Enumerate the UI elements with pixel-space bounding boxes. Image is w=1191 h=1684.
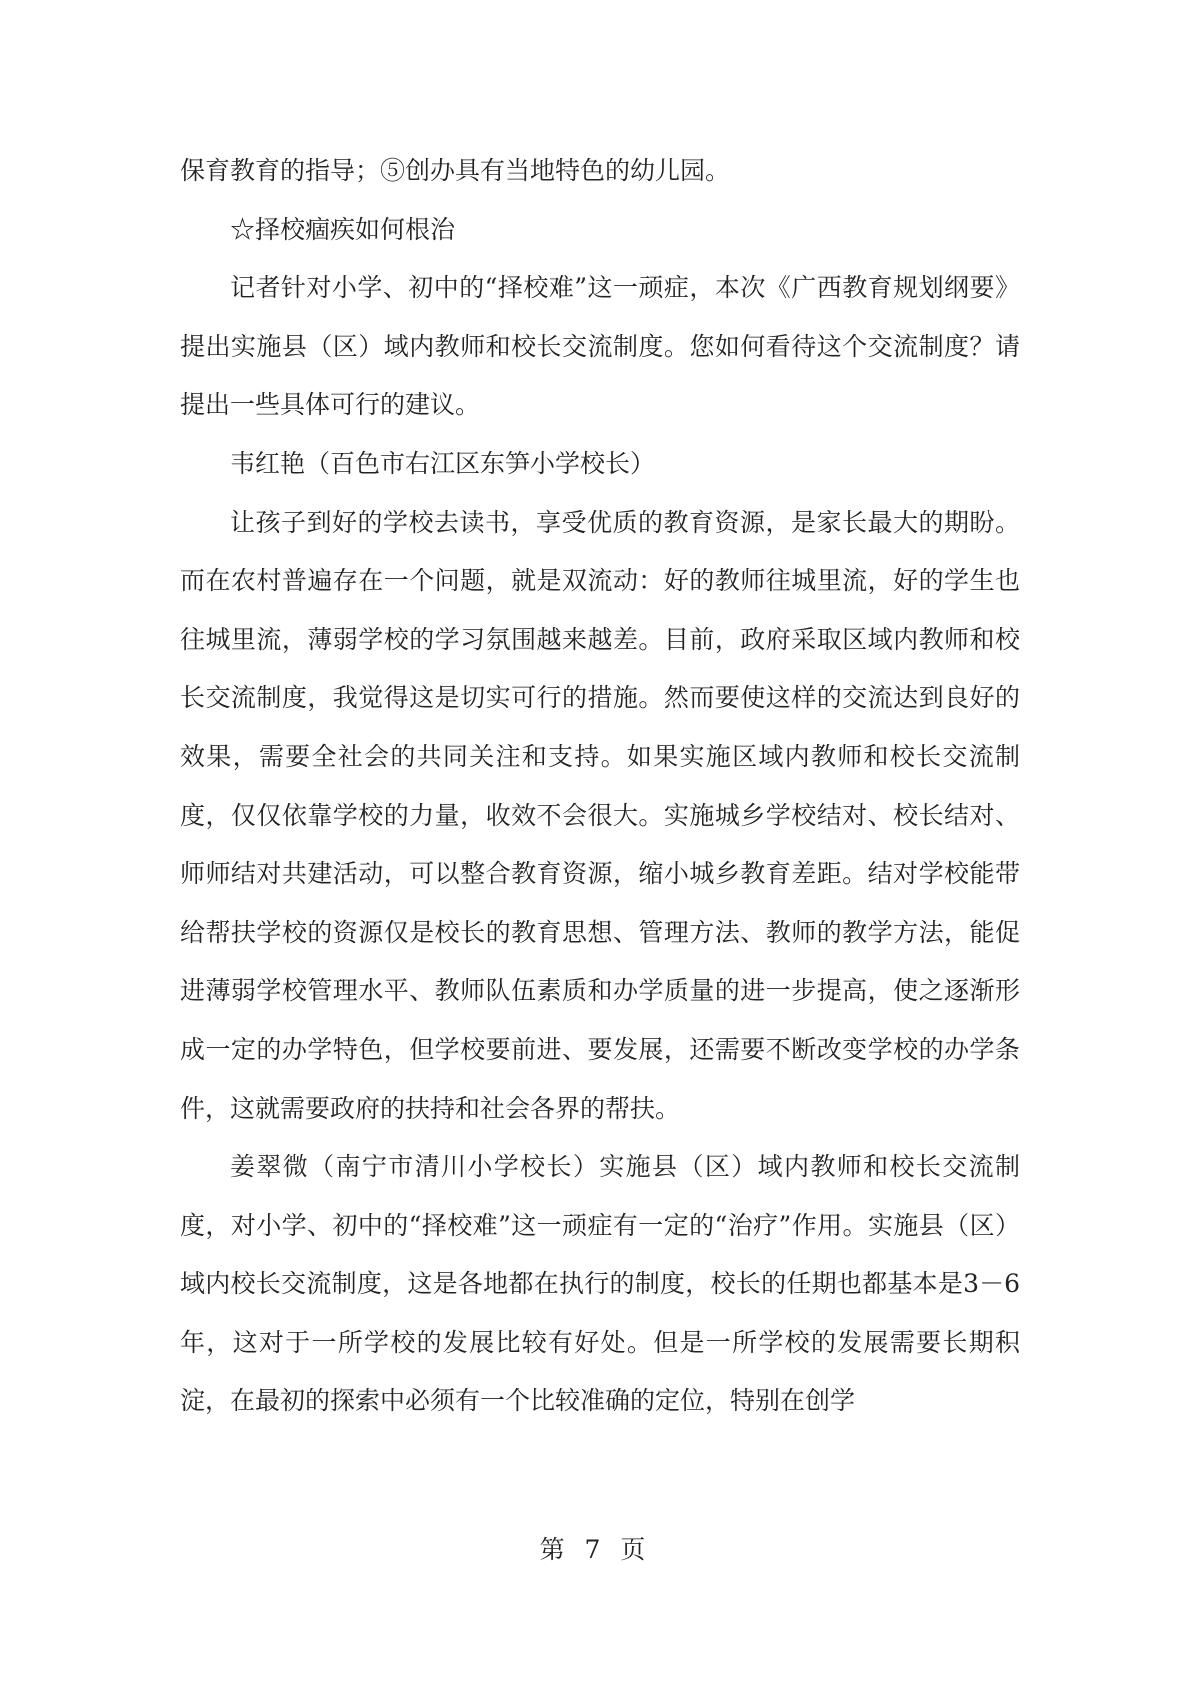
section-heading: ☆择校痼疾如何根治 [230, 214, 456, 244]
document-body [180, 142, 1020, 1431]
paragraph-continuation: 保育教育的指导；⑤创办具有当地特色的幼儿园。 [180, 156, 731, 185]
page-number: 第 7 页 [539, 1535, 652, 1564]
speaker-name: 韦红艳（百色市右江区东笋小学校长） [230, 448, 656, 478]
reporter-question: 记者针对小学、初中的“择校难”这一顽症，本次《广西教育规划纲要》提出实施县（区）域内教师和校长交流制度。您如何看待这个交流制度？请提出一些具体可行的建议。 [180, 273, 1020, 420]
speaker-answer: 让孩子到好的学校去读书，享受优质的教育资源，是家长最大的期盼。而在农村普遍存在一个问题，就是双流动：好的教师往城里流，好的学生也往城里流，薄弱学校的学习氛围越来越差。目前，政府采取区域内教师和校长交流制度，我觉得这是切实可行的措施。然而要使这样的交流达到良好的效果，需要全社会的共同关注和支持。如果实施区域内教师和校长交流制度，仅仅依靠学校的力量，收效不会很大。实施城乡学校结对、校长结对、师师结对共建活动，可以整合教育资源，缩小城乡教育差距。结对学校能带给帮扶学校的资源仅是校长的教育思想、管理方法、教师的教学方法，能促进薄弱学校管理水平、教师队伍素质和办学质量的进一步提高，使之逐渐形成一定的办学特色，但学校要前进、要发展，还需要不断改变学校的办学条件，这就需要政府的扶持和社会各界的帮扶。 [180, 507, 1020, 1123]
second-speaker-answer: 姜翠微（南宁市清川小学校长）实施县（区）域内教师和校长交流制度，对小学、初中的“择校难”这一顽症有一定的“治疗”作用。实施县（区）域内校长交流制度，这是各地都在执行的制度，校长的任期也都基本是3－6年，这对于一所学校的发展比较有好处。但是一所学校的发展需要长期积淀，在最初的探索中必须有一个比较准确的定位，特别在创学 [180, 1152, 1020, 1416]
